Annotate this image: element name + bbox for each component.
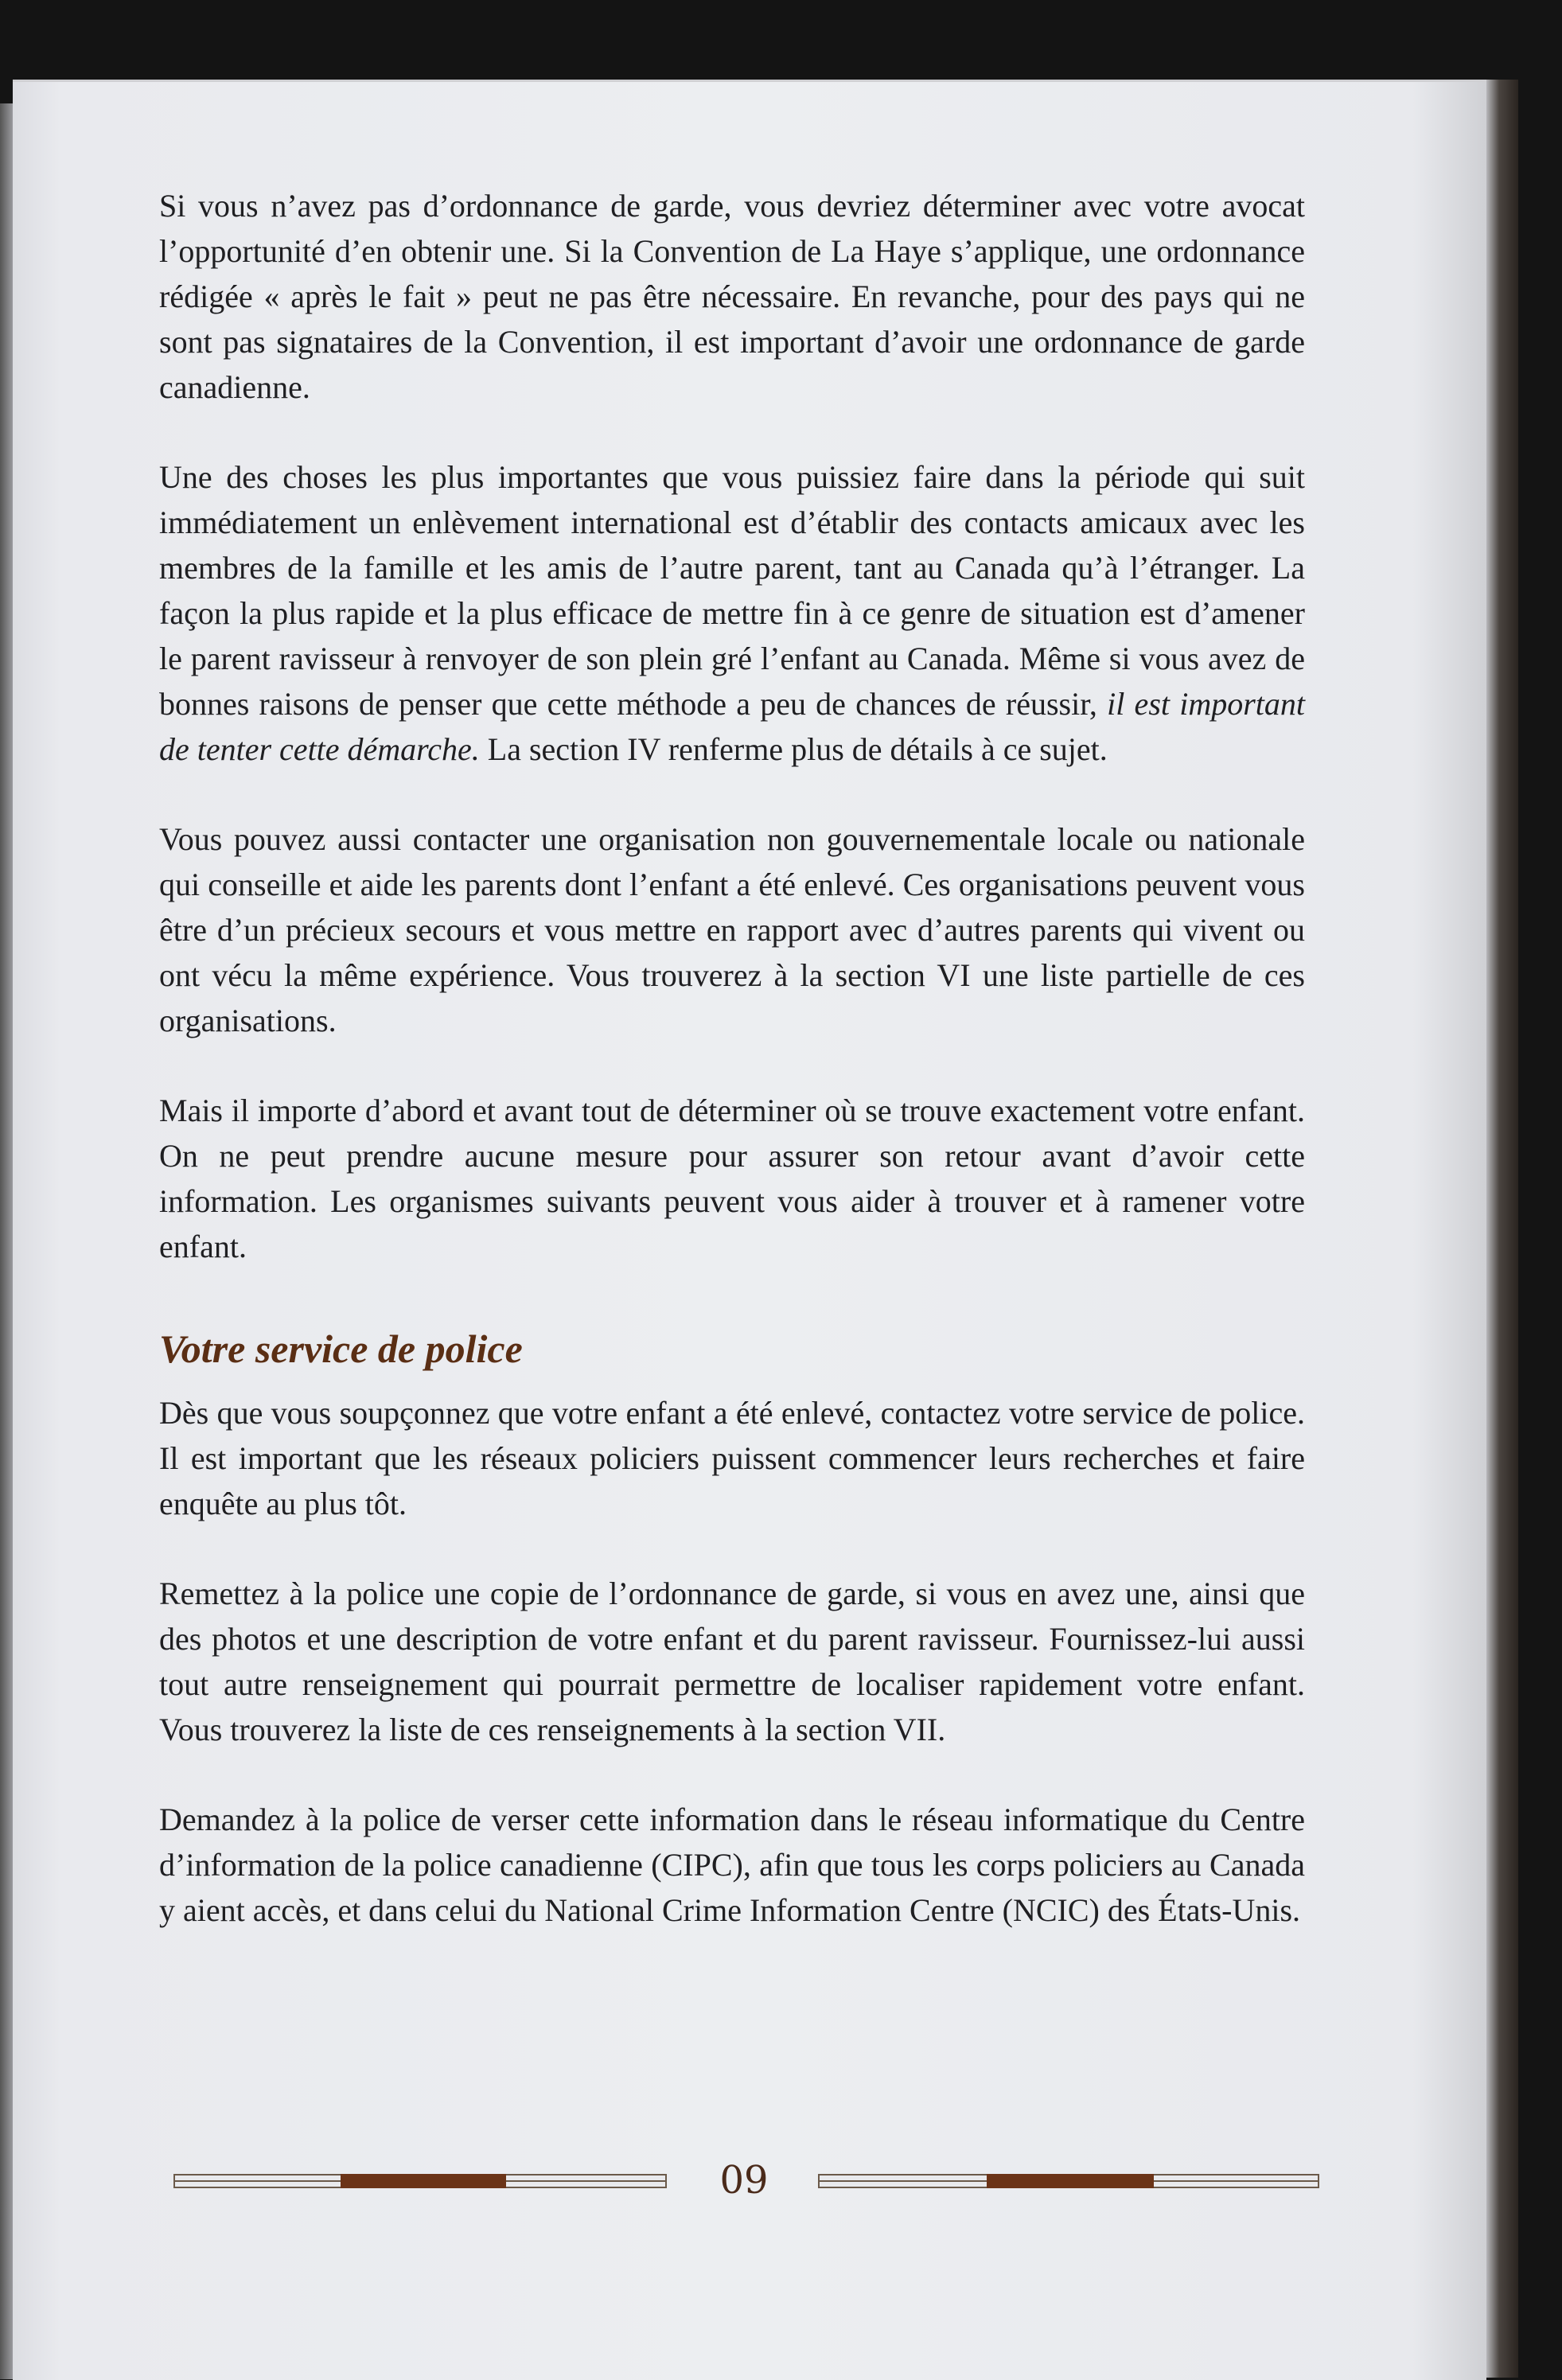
paragraph-friendly-contacts-text: Une des choses les plus importantes que vous puissiez faire dans la période qui suit immédiatement un enlèvement international est d’établir des contacts amicaux avec les membres de la famille et les amis de l’autre parent, tant au Canada qu’à l’étranger. La façon la plus rapide et la plus efficace de mettre fin à ce genre de situation est d’amener le parent ravisseur à renvoyer de son plein gré l’enfant au Canada. Même si vous avez de bonnes raisons de penser que cette méthode a peu de chances de réussir, (159, 459, 1305, 722)
book-right-edge (1486, 80, 1518, 2378)
paragraph-ngo: Vous pouvez aussi contacter une organisation non gouvernementale locale ou nationale qui conseille et aide les parents dont l’enfant a été enlevé. Ces organisations peuvent vous être d’un précieux secours et vous mettre en rapport avec d’autres parents qui vivent ou ont vécu la même expérience. Vous trouverez à la section VI une liste partielle de ces organisations. (159, 821, 1305, 1038)
page-body (159, 183, 1305, 1977)
footer-rule-right-fill (987, 2174, 1154, 2188)
page-number: 09 (719, 2158, 769, 2203)
paragraph-give-info: Remettez à la police une copie de l’ordonnance de garde, si vous en avez une, ainsi que des photos et une description de votre enfant et du parent ravisseur. Fournissez-lui aussi tout autre renseignement qui pourrait permettre de localiser rapidement votre enfant. Vous trouverez la liste de ces renseignements à la section VII. (159, 1576, 1305, 1747)
paragraph-contact-police: Dès que vous soupçonnez que votre enfant a été enlevé, contactez votre service de police. Il est important que les réseaux policiers puissent commencer leurs recherches et faire enquête au plus tôt. (159, 1395, 1305, 1521)
paragraph-locate-child: Mais il importe d’abord et avant tout de déterminer où se trouve exactement votre enfant. On ne peut prendre aucune mesure pour assurer son retour avant d’avoir cette information. Les organismes suivants peuvent vous aider à trouver et à ramener votre enfant. (159, 1093, 1305, 1264)
page-footer (173, 2158, 1319, 2203)
section-heading: Votre service de police (159, 1326, 523, 1371)
paragraph-cipc: Demandez à la police de verser cette information dans le réseau informatique du Centre d’information de la police canadienne (CIPC), afin que tous les corps policiers au Canada y aient accès, et dans celui du National Crime Information Centre (NCIC) des États-Unis. (159, 1802, 1305, 1928)
paragraph-friendly-contacts (159, 454, 1305, 772)
paragraph-custody-order: Si vous n’avez pas d’ordonnance de garde, vous devriez déterminer avec votre avocat l’opportunité d’en obtenir une. Si la Convention de La Haye s’applique, une ordonnance rédigée « après le fait » peut ne pas être nécessaire. En revanche, pour des pays qui ne sont pas signataires de la Convention, il est important d’avoir une ordonnance de garde canadienne. (159, 188, 1305, 405)
paragraph-friendly-contacts-end: La section IV renferme plus de détails à ce sujet. (479, 731, 1108, 767)
emphasis-text: il est important de tenter cette démarche. (159, 686, 1305, 767)
footer-rule-left-fill (341, 2174, 506, 2188)
footer-rule-right (818, 2174, 1319, 2188)
footer-rule-left (173, 2174, 667, 2188)
book-left-edge (0, 103, 13, 2379)
